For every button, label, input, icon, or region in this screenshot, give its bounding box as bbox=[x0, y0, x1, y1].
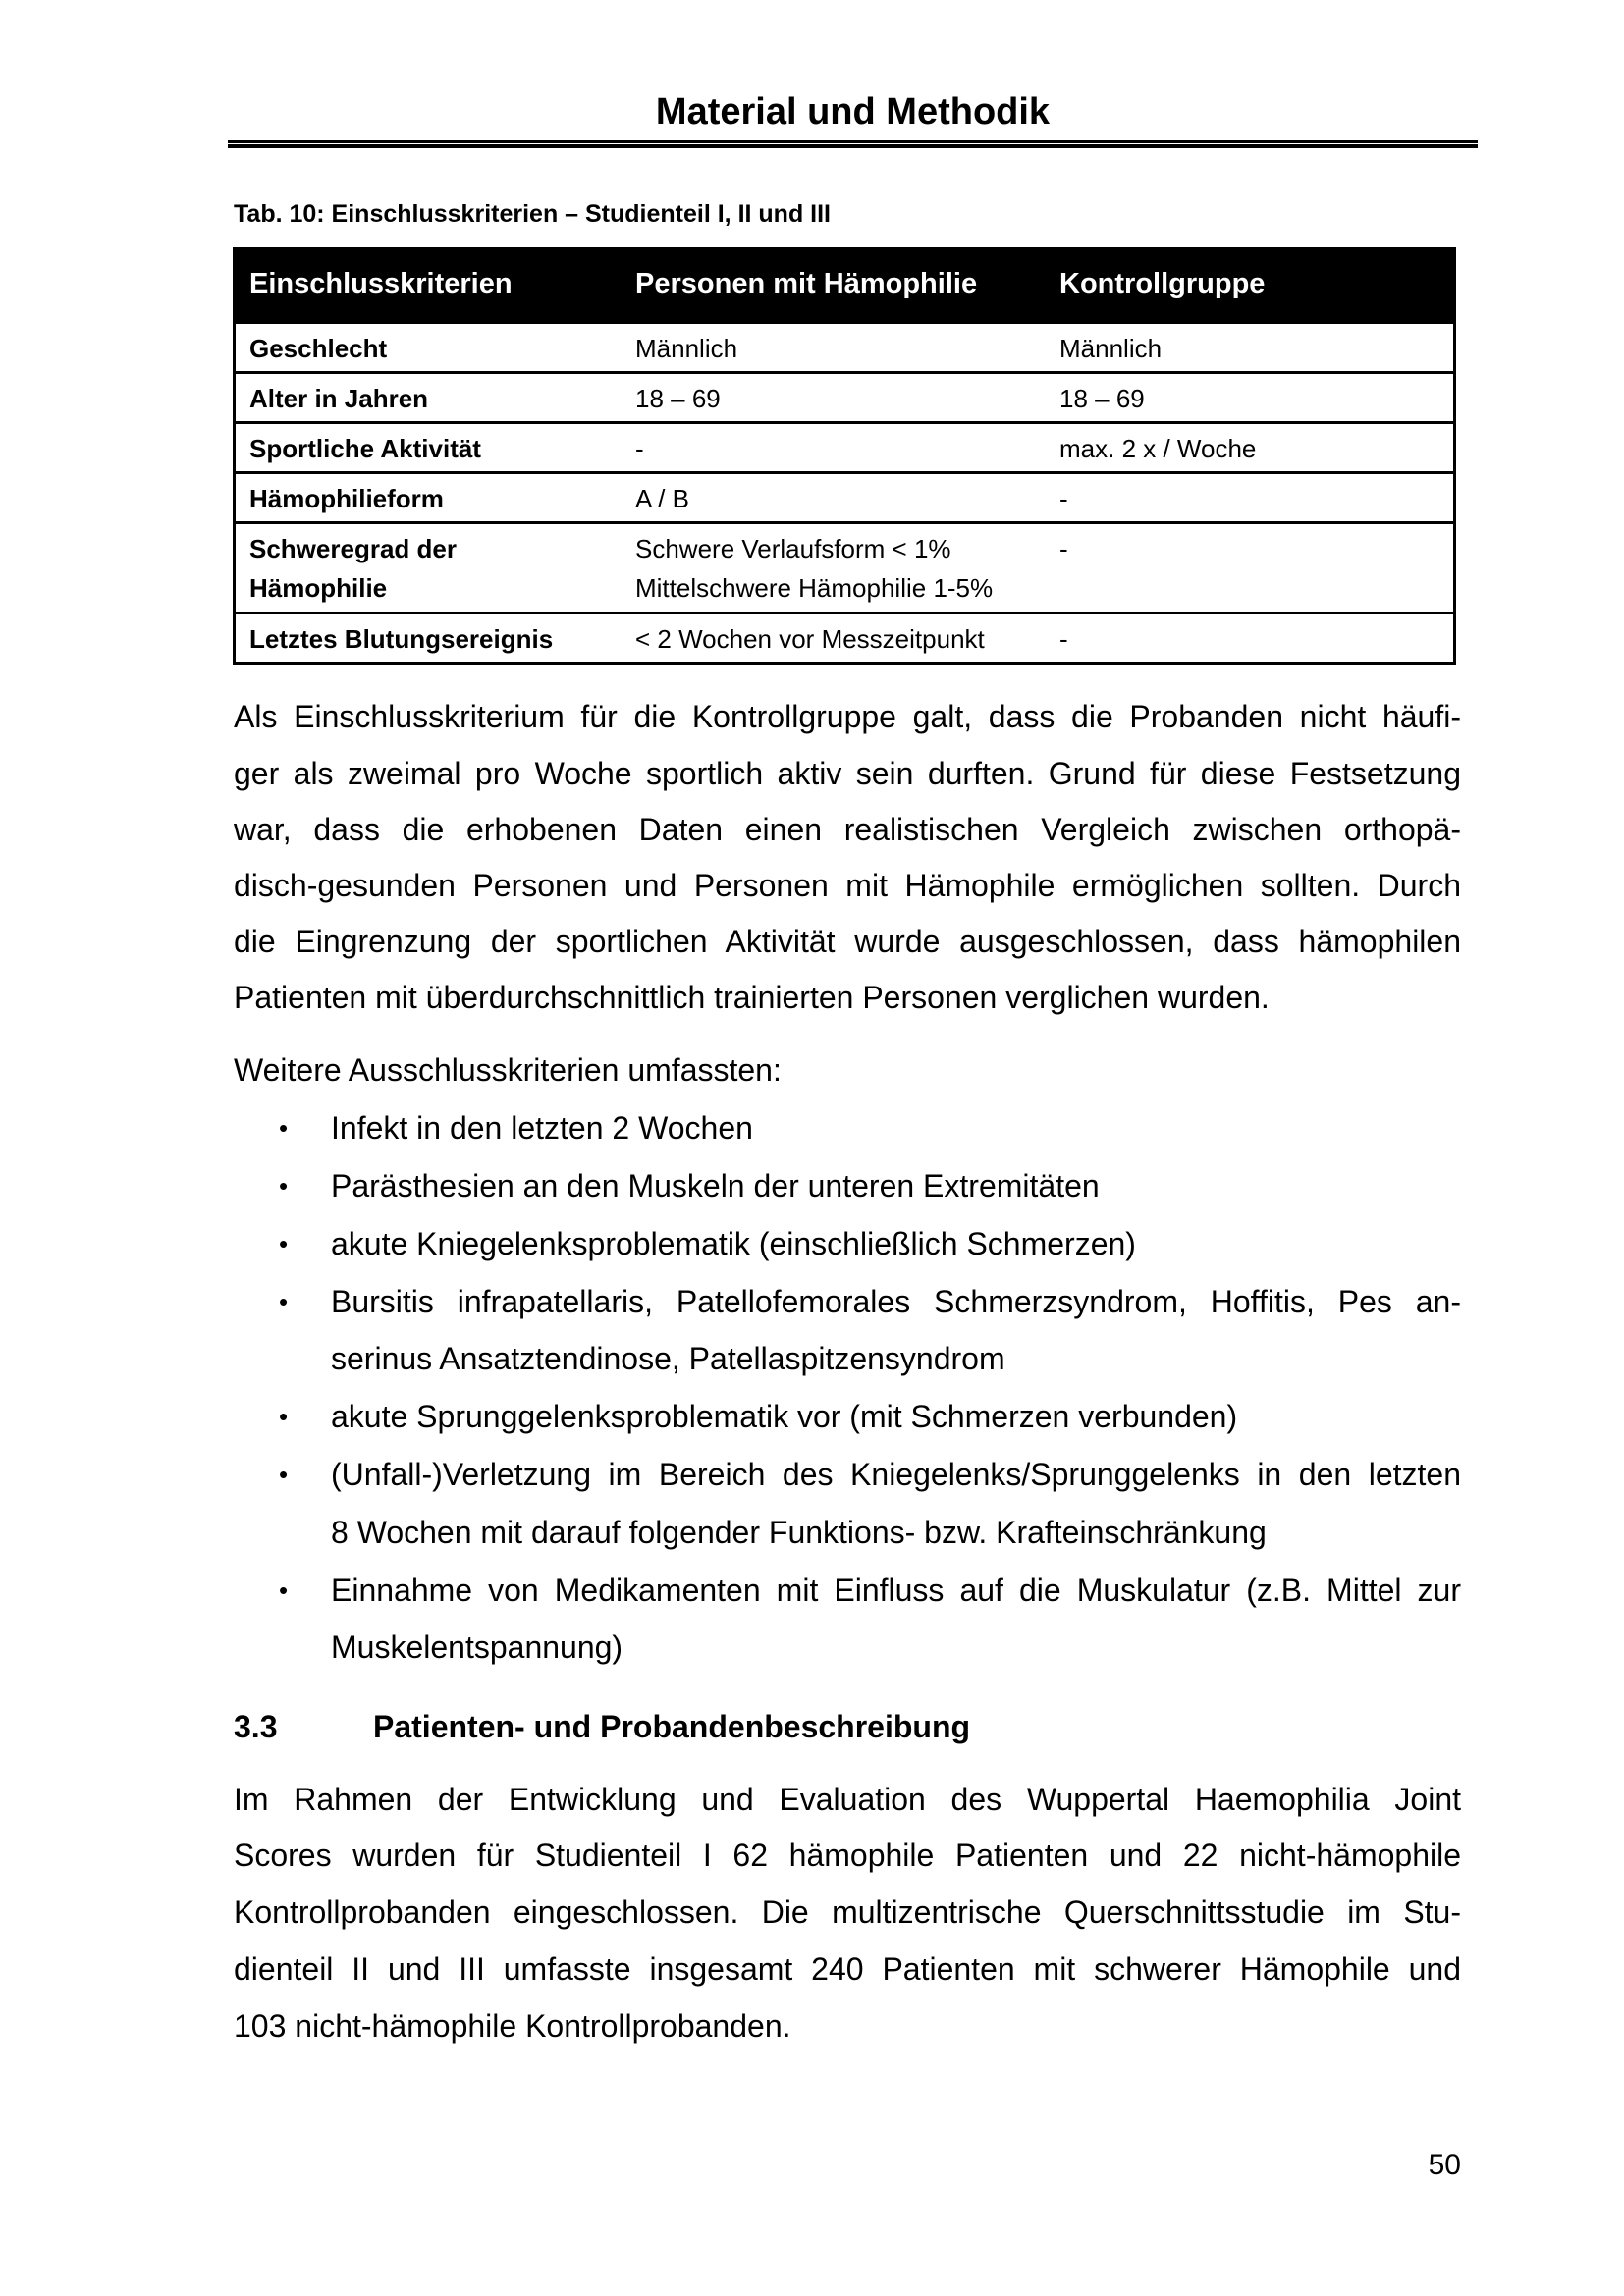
paragraph-line: Als Einschlusskriterium für die Kontrollgruppe galt, dass die Probanden nicht häufi- bbox=[234, 699, 1461, 734]
bullet-icon: • bbox=[279, 1460, 289, 1489]
cell-criterion bbox=[236, 524, 635, 611]
cell-control: - bbox=[1059, 484, 1068, 513]
list-item: Einnahme von Medikamenten mit Einfluss auf die Muskulatur (z.B. Mittel zur bbox=[331, 1573, 1461, 1608]
bullet-icon: • bbox=[279, 1229, 289, 1258]
table-header-row bbox=[236, 247, 1453, 321]
list-item: Parästhesien an den Muskeln der unteren Extremitäten bbox=[331, 1168, 1100, 1203]
cell-criterion: Alter in Jahren bbox=[249, 384, 429, 413]
list-item: akute Sprunggelenksproblematik vor (mit Schmerzen verbunden) bbox=[331, 1399, 1238, 1434]
header-rule-thick bbox=[228, 144, 1478, 148]
running-header-title: Material und Methodik bbox=[655, 91, 1051, 133]
cell-criterion: Hämophilieform bbox=[249, 484, 444, 513]
table-row bbox=[236, 521, 1453, 612]
page-number: 50 bbox=[1428, 2149, 1461, 2181]
cell-control: 18 – 69 bbox=[1059, 384, 1145, 413]
paragraph-line: Scores wurden für Studienteil I 62 hämophile Patienten und 22 nicht-hämophile bbox=[234, 1838, 1461, 1873]
cell-control: - bbox=[1059, 534, 1068, 563]
paragraph-line: 103 nicht-hämophile Kontrollprobanden. bbox=[234, 2008, 791, 2044]
exclusion-intro: Weitere Ausschlusskriterien umfassten: bbox=[234, 1052, 782, 1088]
cell-control: max. 2 x / Woche bbox=[1059, 434, 1257, 463]
list-item-continuation: Muskelentspannung) bbox=[331, 1629, 623, 1665]
bullet-icon: • bbox=[279, 1402, 289, 1431]
cell-line: Mittelschwere Hämophilie 1-5% bbox=[635, 573, 994, 603]
table-row bbox=[236, 421, 1453, 471]
cell-haemophilia bbox=[635, 524, 1059, 611]
column-header-criteria: Einschlusskriterien bbox=[249, 268, 513, 299]
cell-control: Männlich bbox=[1059, 334, 1163, 363]
paragraph-line: ger als zweimal pro Woche sportlich aktiv sein durften. Grund für diese Festsetzung bbox=[234, 756, 1461, 791]
cell-haemophilia: 18 – 69 bbox=[635, 384, 721, 413]
cell-control: - bbox=[1059, 624, 1068, 654]
section-title: Patienten- und Probandenbeschreibung bbox=[373, 1709, 971, 1744]
table-row bbox=[236, 321, 1453, 371]
cell-line: Schwere Verlaufsform < 1% bbox=[635, 534, 951, 563]
cell-line: Hämophilie bbox=[249, 573, 388, 603]
column-header-haemophilia: Personen mit Hämophilie bbox=[635, 268, 978, 299]
cell-criterion: Geschlecht bbox=[249, 334, 388, 363]
paragraph-line: dienteil II und III umfasste insgesamt 240 Patienten mit schwerer Hämophile und bbox=[234, 1951, 1461, 1987]
list-item-continuation: serinus Ansatztendinose, Patellaspitzensyndrom bbox=[331, 1341, 1005, 1376]
paragraph-line: die Eingrenzung der sportlichen Aktivität wurde ausgeschlossen, dass hämophilen bbox=[234, 924, 1461, 959]
cell-criterion: Letztes Blutungsereignis bbox=[249, 624, 554, 654]
paragraph-line: Im Rahmen der Entwicklung und Evaluation des Wuppertal Haemophilia Joint bbox=[234, 1782, 1461, 1817]
list-item: Bursitis infrapatellaris, Patellofemorales Schmerzsyndrom, Hoffitis, Pes an- bbox=[331, 1284, 1461, 1319]
list-item: Infekt in den letzten 2 Wochen bbox=[331, 1110, 753, 1146]
bullet-icon: • bbox=[279, 1171, 289, 1201]
cell-line: Schweregrad der bbox=[249, 534, 457, 563]
list-item-continuation: 8 Wochen mit darauf folgender Funktions- bzw. Krafteinschränkung bbox=[331, 1515, 1267, 1550]
table-row bbox=[236, 471, 1453, 521]
list-item: akute Kniegelenksproblematik (einschließlich Schmerzen) bbox=[331, 1226, 1136, 1261]
inclusion-criteria-table bbox=[233, 247, 1456, 665]
section-number: 3.3 bbox=[234, 1709, 278, 1744]
cell-haemophilia: Männlich bbox=[635, 334, 738, 363]
bullet-icon: • bbox=[279, 1287, 289, 1316]
paragraph-line: disch-gesunden Personen und Personen mit Hämophile ermöglichen sollten. Durch bbox=[234, 868, 1461, 903]
list-item: (Unfall-)Verletzung im Bereich des Kniegelenks/Sprunggelenks in den letzten bbox=[331, 1457, 1461, 1492]
bullet-icon: • bbox=[279, 1113, 289, 1143]
cell-haemophilia: - bbox=[635, 434, 644, 463]
column-header-control: Kontrollgruppe bbox=[1059, 268, 1266, 299]
bullet-icon: • bbox=[279, 1575, 289, 1605]
paragraph-line: Patienten mit überdurchschnittlich trainierten Personen verglichen wurden. bbox=[234, 980, 1270, 1015]
cell-haemophilia: < 2 Wochen vor Messzeitpunkt bbox=[635, 624, 985, 654]
paragraph-line: Kontrollprobanden eingeschlossen. Die multizentrische Querschnittsstudie im Stu- bbox=[234, 1895, 1461, 1930]
header-rule-thin bbox=[228, 140, 1478, 143]
cell-criterion: Sportliche Aktivität bbox=[249, 434, 481, 463]
paragraph-line: war, dass die erhobenen Daten einen realistischen Vergleich zwischen orthopä- bbox=[234, 812, 1461, 847]
table-caption: Tab. 10: Einschlusskriterien – Studienteil I, II und III bbox=[234, 200, 832, 228]
table-row bbox=[236, 371, 1453, 421]
cell-haemophilia: A / B bbox=[635, 484, 689, 513]
table-row bbox=[236, 612, 1453, 662]
